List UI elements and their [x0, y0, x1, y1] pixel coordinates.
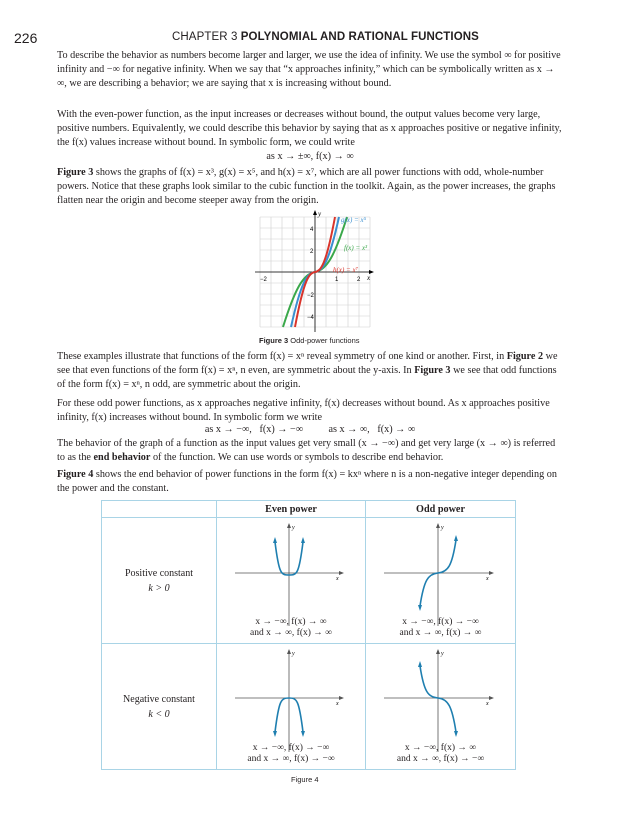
chapter-heading: CHAPTER 3 POLYNOMIAL AND RATIONAL FUNCTIONS	[172, 31, 479, 43]
row-label-positive: Positive constant k > 0	[102, 518, 217, 644]
equation-even: as x → ±∞, f(x) → ∞	[266, 151, 354, 162]
x-tick: −2	[260, 277, 267, 283]
svg-text:y: y	[292, 651, 295, 657]
header-odd-power: Odd power	[366, 501, 516, 518]
header-even-power: Even power	[217, 501, 366, 518]
figure-4-caption: Figure 4	[291, 775, 319, 784]
svg-text:x: x	[336, 576, 339, 582]
y-tick: −2	[307, 293, 314, 299]
svg-text:x: x	[486, 701, 489, 707]
svg-text:y: y	[292, 525, 295, 531]
paragraph-odd-power: For these odd power functions, as x approaches negative infinity, f(x) decreases without bound. As x approaches positive infinity, f(x) increases without bound. In symbolic form we write	[57, 398, 550, 423]
corner-cell	[102, 501, 217, 518]
figure-3-graph	[255, 207, 375, 332]
paragraph-figure4-intro: Figure 4 shows the end behavior of power functions in the form f(x) = kxⁿ where n is a non-negative integer depending on the power and the constant.	[57, 469, 557, 494]
figure-4-table	[101, 500, 516, 770]
svg-text:y: y	[441, 525, 444, 531]
cell-positive-even: y x x → −∞, f(x) → ∞ and x → ∞, f(x) → ∞	[217, 518, 366, 644]
paragraph-infinity: To describe the behavior as numbers become larger and larger, we use the idea of infinity. We use the symbol ∞ for positive infinity and −∞ for negative infinity. When we say that “x approaches infinity,” which can be symbolically written as x → ∞, we are describing a behavior; we are saying that x is increasing without bound.	[57, 50, 561, 89]
x-axis-label: x	[367, 274, 371, 282]
svg-text:x: x	[486, 576, 489, 582]
paragraph-end-behavior: The behavior of the graph of a function as the input values get very small (x → −∞) and get very large (x → ∞) is referred to as the end behavior of the function. We can use words or symbols to describe end behavior.	[57, 438, 556, 463]
figure-3-caption: Figure 3 Odd-power functions	[259, 336, 360, 345]
row-label-negative: Negative constant k < 0	[102, 644, 217, 770]
x-tick: 1	[335, 277, 339, 283]
label-g: g(x) = x⁵	[341, 216, 367, 224]
paragraph-even-power: With the even-power function, as the input increases or decreases without bound, the output values become very large, positive numbers. Equivalently, we could describe this behavior by saying that as x approaches positive or negative infinity, the f(x) values increase without bound. In symbolic form, we could write	[57, 109, 562, 148]
paragraph-figure3-intro: Figure 3 shows the graphs of f(x) = x³, g(x) = x⁵, and h(x) = x⁷, which are all power functions with odd, whole-number powers. Notice that these graphs look similar to the cubic function in the toolkit. Again, as the power increases, the graphs flatten near the origin and become steeper away from the origin.	[57, 167, 556, 206]
cell-positive-odd: y x x → −∞, f(x) → −∞ and x → ∞, f(x) → ∞	[366, 518, 516, 644]
svg-text:x: x	[336, 701, 339, 707]
y-tick: −4	[307, 315, 314, 321]
x-tick: 2	[357, 277, 361, 283]
cell-negative-even: y x x → −∞, f(x) → −∞ and x → ∞, f(x) → −∞	[217, 644, 366, 770]
page-number: 226	[14, 30, 38, 46]
page-header	[14, 30, 614, 46]
equation-odd: as x → −∞, f(x) → −∞ as x → ∞, f(x) → ∞	[204, 424, 416, 435]
y-tick: 2	[310, 249, 314, 255]
label-h: h(x) = x⁷	[333, 266, 359, 274]
paragraph-symmetry: These examples illustrate that functions of the form f(x) = xⁿ reveal symmetry of one kind or another. First, in Figure 2 we see that even functions of the form f(x) = xⁿ, n even, are symmetric about the y-axis. In Figure 3 we see that odd functions of the form f(x) = xⁿ, n odd, are symmetric about the origin.	[57, 351, 558, 390]
label-f: f(x) = x³	[344, 244, 368, 252]
y-axis-label: y	[318, 210, 322, 218]
svg-text:y: y	[441, 651, 444, 657]
y-tick: 4	[310, 227, 314, 233]
cell-negative-odd: y x x → −∞, f(x) → ∞ and x → ∞, f(x) → −∞	[366, 644, 516, 770]
